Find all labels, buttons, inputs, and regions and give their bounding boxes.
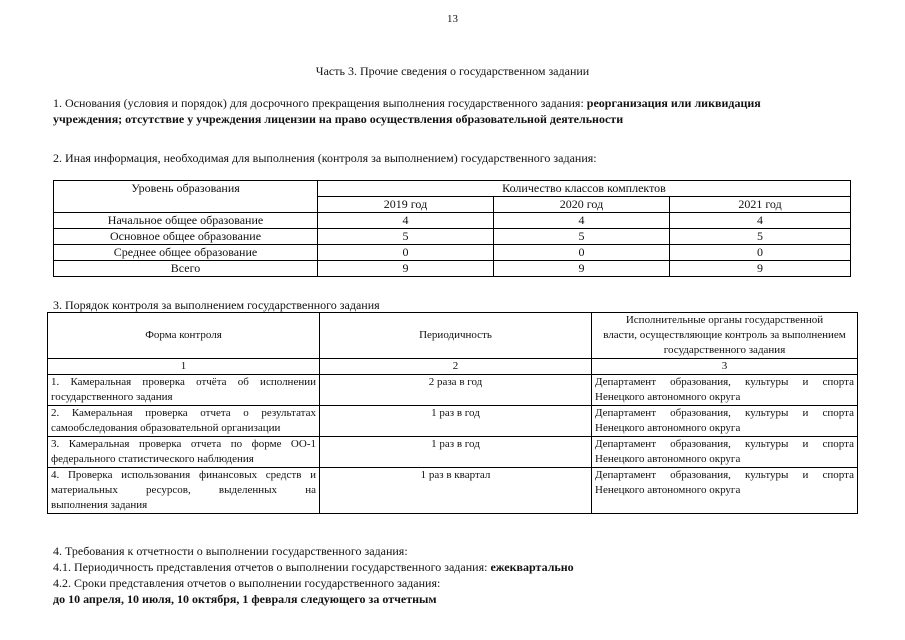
row-label: Начальное общее образование	[54, 213, 318, 229]
control-table	[47, 312, 858, 514]
year-header: 2019 год	[318, 197, 494, 213]
cell-value: 5	[670, 229, 851, 245]
header-organ	[592, 313, 858, 359]
col-number: 2	[320, 359, 592, 375]
cell-value: 0	[670, 245, 851, 261]
col-number: 1	[48, 359, 320, 375]
section1-bold-1: реорганизация или ликвидация	[586, 96, 761, 110]
section1-bold-2: учреждения; отсутствие у учреждения лицензии на право осуществления образовательной деятельности	[53, 112, 624, 126]
cell-value: 9	[670, 261, 851, 277]
row-label: Среднее общее образование	[54, 245, 318, 261]
row-label: Всего	[54, 261, 318, 277]
table-row	[54, 213, 851, 229]
section4-item2: 4.2. Сроки представления отчетов о выполнении государственного задания:	[53, 576, 441, 590]
cell-value: 5	[494, 229, 670, 245]
col-level-header: Уровень образования	[54, 181, 318, 213]
header-period: Периодичность	[320, 313, 592, 359]
table-row	[48, 375, 858, 406]
period-cell: 1 раз в квартал	[320, 468, 592, 514]
section4-heading: 4. Требования к отчетности о выполнении государственного задания:	[53, 544, 408, 558]
year-header: 2021 год	[670, 197, 851, 213]
cell-value: 0	[318, 245, 494, 261]
section2-heading: 2. Иная информация, необходимая для выполнения (контроля за выполнением) государственного задания:	[53, 151, 597, 165]
header-form: Форма контроля	[48, 313, 320, 359]
table-row	[48, 406, 858, 437]
table-row	[48, 468, 858, 514]
class-count-table	[53, 180, 851, 277]
form-cell: 3. Камеральная проверка отчета по форме ОО-1 федерального статистического наблюдения	[48, 437, 320, 468]
cell-value: 9	[318, 261, 494, 277]
cell-value: 4	[494, 213, 670, 229]
col-number: 3	[592, 359, 858, 375]
organ-cell: Департамент образования, культуры и спорта Ненецкого автономного округа	[592, 437, 858, 468]
cell-value: 4	[318, 213, 494, 229]
organ-cell: Департамент образования, культуры и спорта Ненецкого автономного округа	[592, 375, 858, 406]
page-number: 13	[447, 13, 458, 25]
period-cell: 1 раз в год	[320, 406, 592, 437]
cell-value: 0	[494, 245, 670, 261]
form-cell: 2. Камеральная проверка отчета о результатах самообследования образовательной организации	[48, 406, 320, 437]
header-organ-line: государственного задания	[663, 344, 786, 356]
period-cell: 1 раз в год	[320, 437, 592, 468]
cell-value: 4	[670, 213, 851, 229]
reporting-frequency: ежеквартально	[490, 560, 574, 574]
table-row	[54, 261, 851, 277]
cell-value: 5	[318, 229, 494, 245]
part-title: Часть 3. Прочие сведения о государственном задании	[315, 64, 590, 78]
section4	[53, 543, 574, 607]
form-cell: 4. Проверка использования финансовых средств и материальных ресурсов, выделенных на выполнения задания	[48, 468, 320, 514]
section1-text	[53, 95, 853, 127]
header-organ-line: власти, осуществляющие контроль за выполнением	[603, 329, 846, 341]
section4-item1: 4.1. Периодичность представления отчетов о выполнении государственного задания: ежеквартально	[53, 560, 574, 574]
organ-cell: Департамент образования, культуры и спорта Ненецкого автономного округа	[592, 406, 858, 437]
section1-prefix: 1. Основания (условия и порядок) для досрочного прекращения выполнения государственного задания:	[53, 96, 587, 110]
section1-line1	[53, 95, 853, 111]
row-label: Основное общее образование	[54, 229, 318, 245]
period-cell: 2 раза в год	[320, 375, 592, 406]
year-header: 2020 год	[494, 197, 670, 213]
header-organ-line: Исполнительные органы государственной	[625, 314, 824, 326]
table-row	[54, 245, 851, 261]
cell-value: 9	[494, 261, 670, 277]
organ-cell: Департамент образования, культуры и спорта Ненецкого автономного округа	[592, 468, 858, 514]
reporting-deadlines: до 10 апреля, 10 июля, 10 октября, 1 февраля следующего за отчетным	[53, 592, 437, 606]
section3-heading: 3. Порядок контроля за выполнением государственного задания	[53, 298, 380, 312]
table-row	[54, 229, 851, 245]
table-row	[48, 437, 858, 468]
form-cell: 1. Камеральная проверка отчёта об исполнении государственного задания	[48, 375, 320, 406]
col-count-header: Количество классов комплектов	[318, 181, 851, 197]
